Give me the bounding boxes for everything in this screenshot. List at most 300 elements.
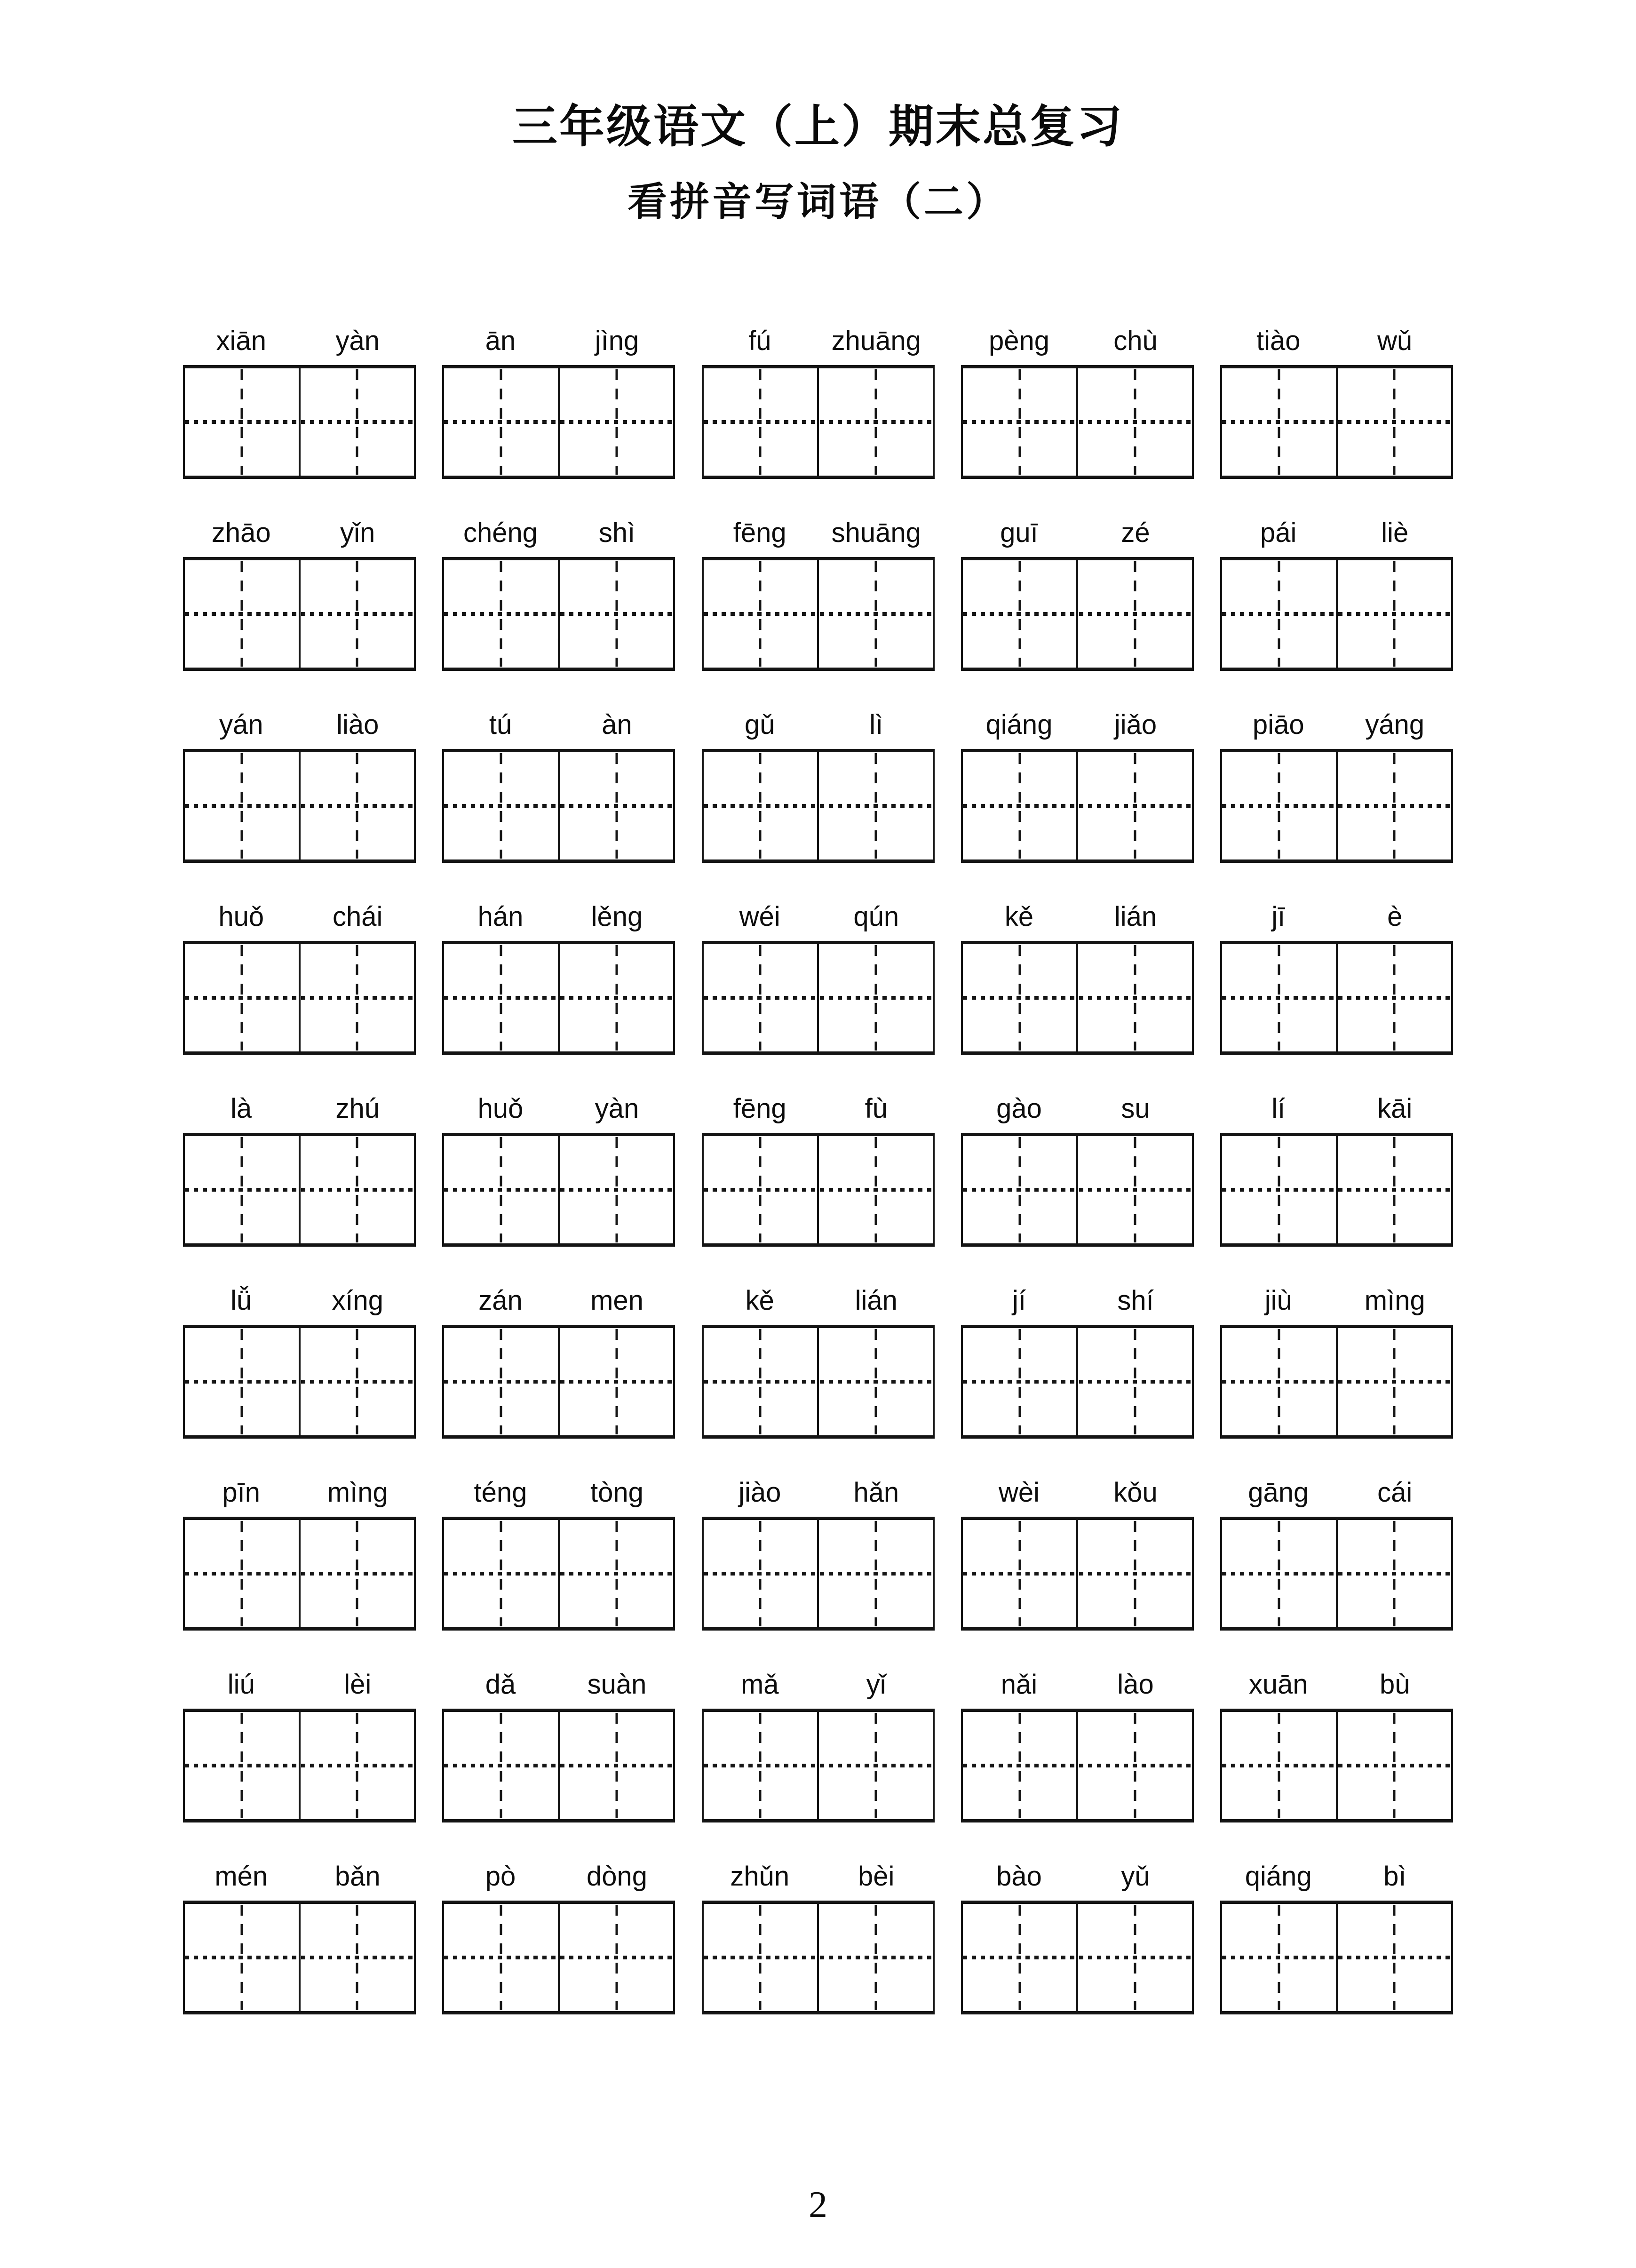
- pinyin-syllable: xíng: [332, 1285, 384, 1316]
- writing-cell: [1078, 560, 1192, 668]
- pinyin-syllable: jī: [1271, 901, 1286, 932]
- writing-box: [702, 1709, 935, 1822]
- pinyin-syllable: là: [230, 1093, 252, 1124]
- word-row: [183, 1658, 1453, 1822]
- writing-box: [183, 1709, 416, 1822]
- pinyin-label: [961, 506, 1194, 557]
- writing-cell: [819, 1328, 933, 1435]
- writing-cell: [185, 1136, 301, 1243]
- word-group: [442, 1274, 675, 1439]
- pinyin-syllable: lào: [1117, 1669, 1154, 1700]
- word-group: [702, 1082, 935, 1247]
- writing-cell: [963, 1520, 1079, 1627]
- writing-box: [183, 749, 416, 863]
- pinyin-syllable: téng: [474, 1477, 527, 1508]
- pinyin-syllable: jí: [1012, 1285, 1026, 1316]
- writing-cell: [704, 1520, 819, 1627]
- pinyin-syllable: liú: [227, 1669, 255, 1700]
- writing-cell: [560, 1904, 674, 2011]
- writing-cell: [301, 752, 414, 859]
- pinyin-label: [1220, 698, 1453, 749]
- writing-box: [1220, 941, 1453, 1055]
- pinyin-syllable: shí: [1117, 1285, 1154, 1316]
- pinyin-syllable: kě: [745, 1285, 774, 1316]
- pinyin-syllable: cái: [1377, 1477, 1413, 1508]
- word-row: [183, 314, 1453, 479]
- writing-box: [442, 557, 675, 671]
- writing-cell: [301, 1904, 414, 2011]
- writing-box: [961, 1709, 1194, 1822]
- pinyin-label: [702, 698, 935, 749]
- word-group: [961, 1274, 1194, 1439]
- writing-cell: [444, 1904, 560, 2011]
- pinyin-label: [442, 506, 675, 557]
- writing-box: [183, 1133, 416, 1247]
- writing-box: [442, 1517, 675, 1631]
- writing-cell: [704, 560, 819, 668]
- writing-box: [183, 1325, 416, 1439]
- writing-box: [961, 1133, 1194, 1247]
- pinyin-syllable: huǒ: [477, 1093, 524, 1124]
- word-group: [702, 506, 935, 671]
- word-group: [1220, 698, 1453, 863]
- writing-box: [702, 1517, 935, 1631]
- word-group: [183, 698, 416, 863]
- writing-cell: [1078, 1520, 1192, 1627]
- word-group: [1220, 1466, 1453, 1631]
- word-group: [702, 314, 935, 479]
- writing-cell: [1222, 1712, 1338, 1819]
- writing-cell: [301, 560, 414, 668]
- writing-cell: [444, 1136, 560, 1243]
- writing-cell: [704, 1904, 819, 2011]
- word-group: [1220, 1850, 1453, 2014]
- pinyin-syllable: qiáng: [1245, 1861, 1312, 1892]
- word-group: [961, 890, 1194, 1055]
- pinyin-label: [1220, 1658, 1453, 1709]
- writing-box: [1220, 557, 1453, 671]
- writing-cell: [444, 1712, 560, 1819]
- writing-cell: [301, 1328, 414, 1435]
- pinyin-label: [961, 1082, 1194, 1133]
- writing-box: [702, 749, 935, 863]
- pinyin-label: [1220, 1466, 1453, 1517]
- writing-cell: [1338, 1328, 1452, 1435]
- pinyin-syllable: pīn: [222, 1477, 261, 1508]
- pinyin-label: [183, 1658, 416, 1709]
- pinyin-syllable: mìng: [327, 1477, 388, 1508]
- writing-cell: [1222, 1328, 1338, 1435]
- word-group: [702, 1466, 935, 1631]
- writing-cell: [1222, 944, 1338, 1051]
- writing-box: [442, 365, 675, 479]
- pinyin-syllable: dǎ: [485, 1669, 516, 1700]
- writing-cell: [560, 752, 674, 859]
- pinyin-syllable: wǔ: [1377, 326, 1413, 356]
- word-group: [442, 506, 675, 671]
- writing-cell: [963, 1904, 1079, 2011]
- pinyin-syllable: chái: [333, 901, 383, 932]
- pinyin-label: [1220, 1082, 1453, 1133]
- pinyin-syllable: zhuāng: [831, 326, 921, 356]
- writing-cell: [1222, 1520, 1338, 1627]
- pinyin-label: [961, 1274, 1194, 1325]
- pinyin-syllable: xiān: [216, 326, 266, 356]
- pinyin-syllable: gāng: [1248, 1477, 1309, 1508]
- writing-cell: [819, 1712, 933, 1819]
- word-group: [442, 314, 675, 479]
- pinyin-syllable: zhāo: [211, 517, 271, 548]
- writing-box: [442, 1325, 675, 1439]
- writing-cell: [819, 368, 933, 476]
- pinyin-label: [702, 1466, 935, 1517]
- writing-cell: [1078, 1712, 1192, 1819]
- word-row: [183, 1850, 1453, 2014]
- writing-cell: [1338, 368, 1452, 476]
- pinyin-label: [1220, 506, 1453, 557]
- writing-cell: [819, 1136, 933, 1243]
- pinyin-syllable: àn: [602, 709, 632, 740]
- pinyin-syllable: jiào: [739, 1477, 781, 1508]
- pinyin-syllable: shuāng: [831, 517, 921, 548]
- word-group: [1220, 1274, 1453, 1439]
- pinyin-syllable: lǚ: [230, 1285, 252, 1316]
- pinyin-label: [1220, 890, 1453, 941]
- pinyin-label: [442, 1082, 675, 1133]
- writing-box: [442, 1901, 675, 2014]
- pinyin-syllable: yáng: [1365, 709, 1425, 740]
- writing-cell: [1222, 752, 1338, 859]
- pinyin-syllable: suàn: [587, 1669, 647, 1700]
- pinyin-label: [961, 890, 1194, 941]
- pinyin-syllable: jiǎo: [1114, 709, 1157, 740]
- writing-cell: [819, 560, 933, 668]
- writing-box: [1220, 1901, 1453, 2014]
- pinyin-syllable: piāo: [1252, 709, 1304, 740]
- writing-box: [702, 941, 935, 1055]
- writing-cell: [560, 1136, 674, 1243]
- writing-cell: [444, 752, 560, 859]
- pinyin-syllable: pái: [1260, 517, 1297, 548]
- writing-box: [702, 1133, 935, 1247]
- pinyin-syllable: liè: [1381, 517, 1409, 548]
- pinyin-syllable: bù: [1379, 1669, 1410, 1700]
- pinyin-label: [442, 890, 675, 941]
- pinyin-syllable: zhǔn: [730, 1861, 790, 1892]
- word-row: [183, 506, 1453, 671]
- writing-cell: [444, 1520, 560, 1627]
- pinyin-label: [183, 698, 416, 749]
- pinyin-syllable: zhú: [335, 1093, 380, 1124]
- word-group: [1220, 1658, 1453, 1822]
- writing-cell: [444, 560, 560, 668]
- word-group: [1220, 890, 1453, 1055]
- writing-cell: [1338, 944, 1452, 1051]
- pinyin-syllable: nǎi: [1001, 1669, 1038, 1700]
- pinyin-syllable: mìng: [1364, 1285, 1425, 1316]
- writing-cell: [704, 944, 819, 1051]
- writing-cell: [185, 752, 301, 859]
- writing-box: [961, 557, 1194, 671]
- word-group: [1220, 506, 1453, 671]
- writing-cell: [301, 1136, 414, 1243]
- pinyin-syllable: bǎn: [334, 1861, 381, 1892]
- page-number: 2: [809, 2184, 827, 2226]
- pinyin-syllable: lěng: [591, 901, 643, 932]
- pinyin-syllable: kě: [1004, 901, 1034, 932]
- writing-cell: [301, 368, 414, 476]
- pinyin-label: [183, 1850, 416, 1901]
- pinyin-label: [961, 1850, 1194, 1901]
- pinyin-label: [1220, 1274, 1453, 1325]
- writing-cell: [185, 1904, 301, 2011]
- word-group: [183, 314, 416, 479]
- word-group: [961, 1466, 1194, 1631]
- pinyin-syllable: jìng: [595, 326, 639, 356]
- pinyin-syllable: xuān: [1248, 1669, 1308, 1700]
- pinyin-syllable: chù: [1113, 326, 1158, 356]
- writing-box: [961, 941, 1194, 1055]
- pinyin-syllable: tú: [489, 709, 512, 740]
- writing-cell: [704, 752, 819, 859]
- pinyin-syllable: yǔ: [1121, 1861, 1150, 1892]
- writing-box: [961, 749, 1194, 863]
- writing-cell: [185, 1520, 301, 1627]
- pinyin-label: [1220, 1850, 1453, 1901]
- writing-cell: [963, 1136, 1079, 1243]
- writing-cell: [185, 1328, 301, 1435]
- writing-box: [1220, 1517, 1453, 1631]
- word-group: [961, 1658, 1194, 1822]
- word-group: [442, 698, 675, 863]
- writing-box: [183, 941, 416, 1055]
- pinyin-syllable: è: [1387, 901, 1403, 932]
- writing-cell: [444, 1328, 560, 1435]
- writing-cell: [444, 368, 560, 476]
- pinyin-label: [961, 1466, 1194, 1517]
- writing-cell: [1338, 1904, 1452, 2011]
- worksheet-title: 三年级语文（上）期末总复习: [512, 102, 1124, 152]
- writing-cell: [301, 1520, 414, 1627]
- writing-cell: [963, 944, 1079, 1051]
- pinyin-label: [702, 314, 935, 365]
- pinyin-label: [183, 890, 416, 941]
- pinyin-syllable: hǎn: [853, 1477, 899, 1508]
- writing-box: [183, 365, 416, 479]
- word-group: [961, 314, 1194, 479]
- pinyin-label: [961, 1658, 1194, 1709]
- writing-box: [442, 941, 675, 1055]
- pinyin-syllable: fēng: [733, 517, 786, 548]
- pinyin-syllable: gào: [996, 1093, 1042, 1124]
- pinyin-syllable: lì: [869, 709, 883, 740]
- word-group: [183, 1466, 416, 1631]
- writing-cell: [560, 368, 674, 476]
- word-group: [183, 1274, 416, 1439]
- pinyin-syllable: yàn: [595, 1093, 639, 1124]
- writing-cell: [1078, 368, 1192, 476]
- pinyin-label: [183, 1082, 416, 1133]
- writing-box: [961, 365, 1194, 479]
- pinyin-label: [702, 1274, 935, 1325]
- word-group: [961, 506, 1194, 671]
- pinyin-label: [1220, 314, 1453, 365]
- writing-cell: [963, 1328, 1079, 1435]
- writing-cell: [1338, 1520, 1452, 1627]
- pinyin-label: [442, 314, 675, 365]
- word-group: [442, 1082, 675, 1247]
- word-group: [961, 698, 1194, 863]
- pinyin-label: [442, 1850, 675, 1901]
- writing-cell: [704, 1328, 819, 1435]
- word-group: [442, 890, 675, 1055]
- pinyin-label: [961, 698, 1194, 749]
- writing-cell: [444, 944, 560, 1051]
- pinyin-syllable: kāi: [1377, 1093, 1413, 1124]
- pinyin-syllable: fù: [865, 1093, 888, 1124]
- word-group: [442, 1658, 675, 1822]
- pinyin-label: [702, 1082, 935, 1133]
- word-row: [183, 1466, 1453, 1631]
- pinyin-syllable: fú: [748, 326, 771, 356]
- writing-cell: [185, 944, 301, 1051]
- pinyin-syllable: qún: [853, 901, 899, 932]
- word-row: [183, 1274, 1453, 1439]
- pinyin-syllable: mén: [214, 1861, 268, 1892]
- word-group: [961, 1850, 1194, 2014]
- writing-box: [183, 557, 416, 671]
- pinyin-syllable: zán: [478, 1285, 523, 1316]
- writing-box: [442, 1133, 675, 1247]
- writing-cell: [819, 1904, 933, 2011]
- pinyin-label: [702, 1850, 935, 1901]
- pinyin-syllable: guī: [1000, 517, 1038, 548]
- writing-box: [183, 1517, 416, 1631]
- writing-box: [1220, 1133, 1453, 1247]
- word-row: [183, 890, 1453, 1055]
- writing-cell: [963, 368, 1079, 476]
- writing-box: [702, 1325, 935, 1439]
- word-group: [702, 1658, 935, 1822]
- pinyin-syllable: tiào: [1256, 326, 1301, 356]
- writing-box: [961, 1325, 1194, 1439]
- word-group: [183, 1658, 416, 1822]
- pinyin-label: [961, 314, 1194, 365]
- writing-box: [702, 1901, 935, 2014]
- pinyin-syllable: hán: [477, 901, 524, 932]
- pinyin-syllable: kǒu: [1113, 1477, 1158, 1508]
- pinyin-syllable: yǐn: [340, 517, 375, 548]
- word-group: [702, 890, 935, 1055]
- pinyin-syllable: liào: [336, 709, 379, 740]
- writing-cell: [1078, 752, 1192, 859]
- word-group: [183, 1082, 416, 1247]
- word-group: [183, 506, 416, 671]
- pinyin-syllable: dòng: [586, 1861, 648, 1892]
- word-group: [702, 698, 935, 863]
- writing-cell: [301, 1712, 414, 1819]
- writing-box: [1220, 1709, 1453, 1822]
- writing-cell: [819, 752, 933, 859]
- pinyin-label: [442, 1658, 675, 1709]
- writing-cell: [560, 560, 674, 668]
- pinyin-syllable: fēng: [733, 1093, 786, 1124]
- writing-cell: [819, 944, 933, 1051]
- writing-cell: [301, 944, 414, 1051]
- writing-box: [961, 1517, 1194, 1631]
- pinyin-syllable: chéng: [463, 517, 538, 548]
- writing-cell: [704, 1712, 819, 1819]
- writing-cell: [1222, 368, 1338, 476]
- writing-cell: [560, 1520, 674, 1627]
- pinyin-syllable: ān: [485, 326, 516, 356]
- writing-cell: [185, 560, 301, 668]
- pinyin-syllable: men: [590, 1285, 643, 1316]
- pinyin-syllable: tòng: [590, 1477, 643, 1508]
- pinyin-syllable: lí: [1271, 1093, 1286, 1124]
- writing-cell: [1222, 1136, 1338, 1243]
- writing-cell: [1222, 560, 1338, 668]
- word-group: [183, 890, 416, 1055]
- pinyin-syllable: bèi: [858, 1861, 895, 1892]
- pinyin-label: [442, 1274, 675, 1325]
- writing-box: [442, 1709, 675, 1822]
- pinyin-syllable: zé: [1121, 517, 1150, 548]
- word-row: [183, 1082, 1453, 1247]
- pinyin-syllable: bì: [1383, 1861, 1406, 1892]
- pinyin-syllable: shì: [598, 517, 635, 548]
- worksheet-subtitle: 看拼音写词语（二）: [627, 181, 1009, 224]
- writing-box: [961, 1901, 1194, 2014]
- writing-cell: [1338, 560, 1452, 668]
- writing-cell: [704, 368, 819, 476]
- writing-cell: [1078, 1136, 1192, 1243]
- writing-cell: [1338, 752, 1452, 859]
- writing-box: [1220, 749, 1453, 863]
- writing-cell: [560, 1712, 674, 1819]
- pinyin-syllable: huǒ: [218, 901, 264, 932]
- writing-box: [1220, 1325, 1453, 1439]
- writing-cell: [963, 560, 1079, 668]
- word-group: [442, 1850, 675, 2014]
- word-row: [183, 698, 1453, 863]
- pinyin-syllable: lián: [1114, 901, 1157, 932]
- pinyin-syllable: lián: [855, 1285, 897, 1316]
- pinyin-label: [702, 506, 935, 557]
- writing-box: [1220, 365, 1453, 479]
- pinyin-syllable: gǔ: [744, 709, 775, 740]
- pinyin-label: [702, 1658, 935, 1709]
- word-group: [961, 1082, 1194, 1247]
- writing-cell: [819, 1520, 933, 1627]
- writing-cell: [1338, 1712, 1452, 1819]
- pinyin-syllable: yǐ: [866, 1669, 886, 1700]
- pinyin-syllable: mǎ: [740, 1669, 779, 1700]
- writing-cell: [185, 368, 301, 476]
- writing-cell: [560, 1328, 674, 1435]
- pinyin-label: [183, 1274, 416, 1325]
- pinyin-syllable: pò: [485, 1861, 516, 1892]
- writing-cell: [1078, 944, 1192, 1051]
- pinyin-label: [442, 1466, 675, 1517]
- pinyin-syllable: wèi: [998, 1477, 1040, 1508]
- pinyin-syllable: yán: [219, 709, 263, 740]
- pinyin-label: [702, 890, 935, 941]
- pinyin-label: [183, 1466, 416, 1517]
- word-group: [702, 1850, 935, 2014]
- writing-cell: [1078, 1328, 1192, 1435]
- word-group: [1220, 314, 1453, 479]
